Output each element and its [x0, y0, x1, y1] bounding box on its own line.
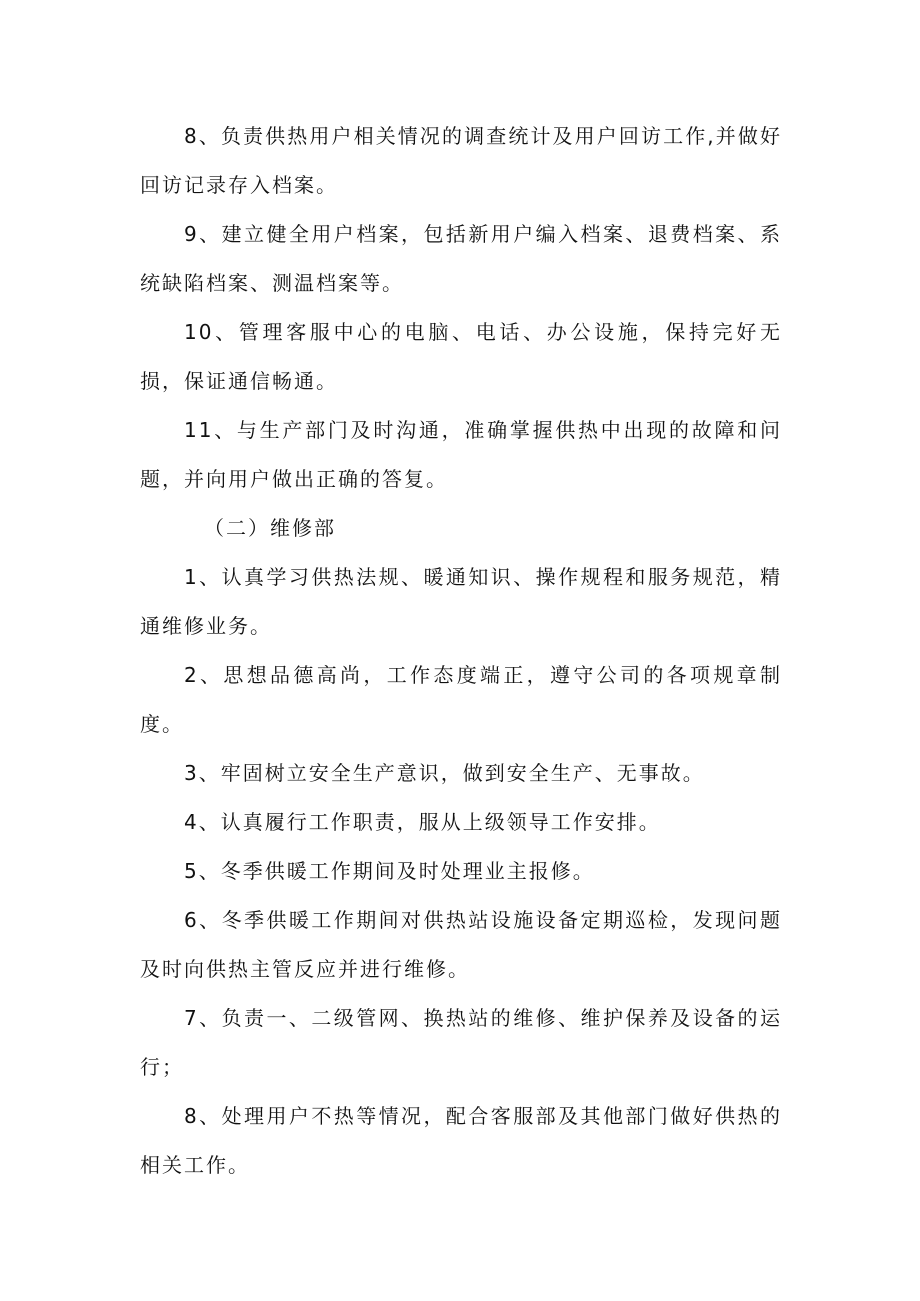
paragraph-b-8: 8、处理用户不热等情况，配合客服部及其他部门做好供热的相关工作。	[140, 1104, 782, 1177]
paragraph-a-10: 10、管理客服中心的电脑、电话、办公设施，保持完好无损，保证通信畅通。	[140, 320, 782, 393]
section-heading-maintenance: （二）维修部	[204, 516, 336, 540]
paragraph-b-5: 5、冬季供暖工作期间及时处理业主报修。	[184, 859, 595, 883]
paragraph-b-2: 2、思想品德高尚，工作态度端正，遵守公司的各项规章制度。	[140, 663, 782, 736]
paragraph-b-4: 4、认真履行工作职责，服从上级领导工作安排。	[184, 810, 661, 834]
paragraph-b-6: 6、冬季供暖工作期间对供热站设施设备定期巡检，发现问题及时向供热主管反应并进行维修。	[140, 908, 782, 981]
paragraph-b-7: 7、负责一、二级管网、换热站的维修、维护保养及设备的运行；	[140, 1006, 782, 1079]
paragraph-a-8: 8、负责供热用户相关情况的调查统计及用户回访工作,并做好回访记录存入档案。	[140, 124, 782, 197]
document-body	[140, 112, 782, 1190]
paragraph-b-1: 1、认真学习供热法规、暖通知识、操作规程和服务规范，精通维修业务。	[140, 565, 782, 638]
paragraph-b-3: 3、牢固树立安全生产意识，做到安全生产、无事故。	[184, 761, 705, 785]
paragraph-a-11: 11、与生产部门及时沟通，准确掌握供热中出现的故障和问题，并向用户做出正确的答复。	[140, 418, 782, 491]
paragraph-a-9: 9、建立健全用户档案，包括新用户编入档案、退费档案、系统缺陷档案、测温档案等。	[140, 222, 782, 295]
